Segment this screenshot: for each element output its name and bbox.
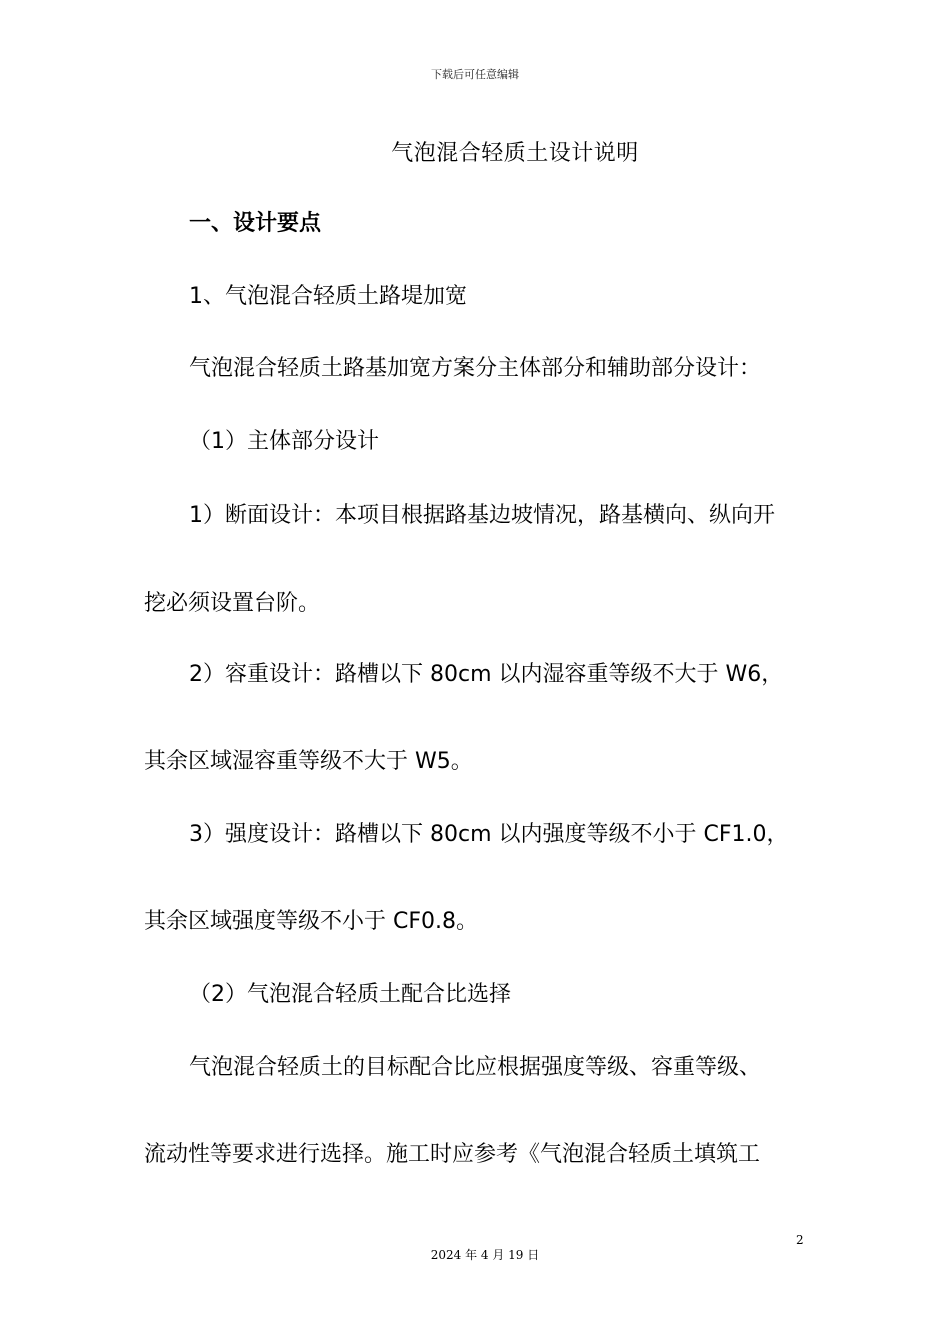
paragraph-line: 气泡混合轻质土路基加宽方案分主体部分和辅助部分设计：: [189, 356, 762, 381]
page-header: 下载后可任意编辑: [431, 68, 519, 81]
page-number: 2: [796, 1233, 804, 1247]
item-heading: （2）气泡混合轻质土配合比选择: [189, 982, 511, 1007]
document-title: 气泡混合轻质土设计说明: [391, 141, 639, 166]
paragraph-line: 挖必须设置台阶。: [144, 591, 321, 616]
paragraph-line: 气泡混合轻质土的目标配合比应根据强度等级、容重等级、: [189, 1055, 762, 1080]
item-heading: （1）主体部分设计: [189, 429, 379, 454]
section-heading: 一、设计要点: [189, 211, 322, 236]
paragraph-line: 2）容重设计：路槽以下 80cm 以内湿容重等级不大于 W6，: [189, 662, 784, 687]
paragraph-line: 其余区域湿容重等级不大于 W5。: [144, 749, 473, 774]
paragraph-line: 其余区域强度等级不小于 CF0.8。: [144, 909, 478, 934]
subsection-heading: 1、气泡混合轻质土路堤加宽: [189, 284, 467, 309]
paragraph-line: 3）强度设计：路槽以下 80cm 以内强度等级不小于 CF1.0，: [189, 822, 789, 847]
paragraph-line: 1）断面设计：本项目根据路基边坡情况，路基横向、纵向开: [189, 503, 775, 528]
footer-date: 2024 年 4 月 19 日: [430, 1248, 540, 1262]
paragraph-line: 流动性等要求进行选择。施工时应参考《气泡混合轻质土填筑工: [144, 1142, 761, 1167]
